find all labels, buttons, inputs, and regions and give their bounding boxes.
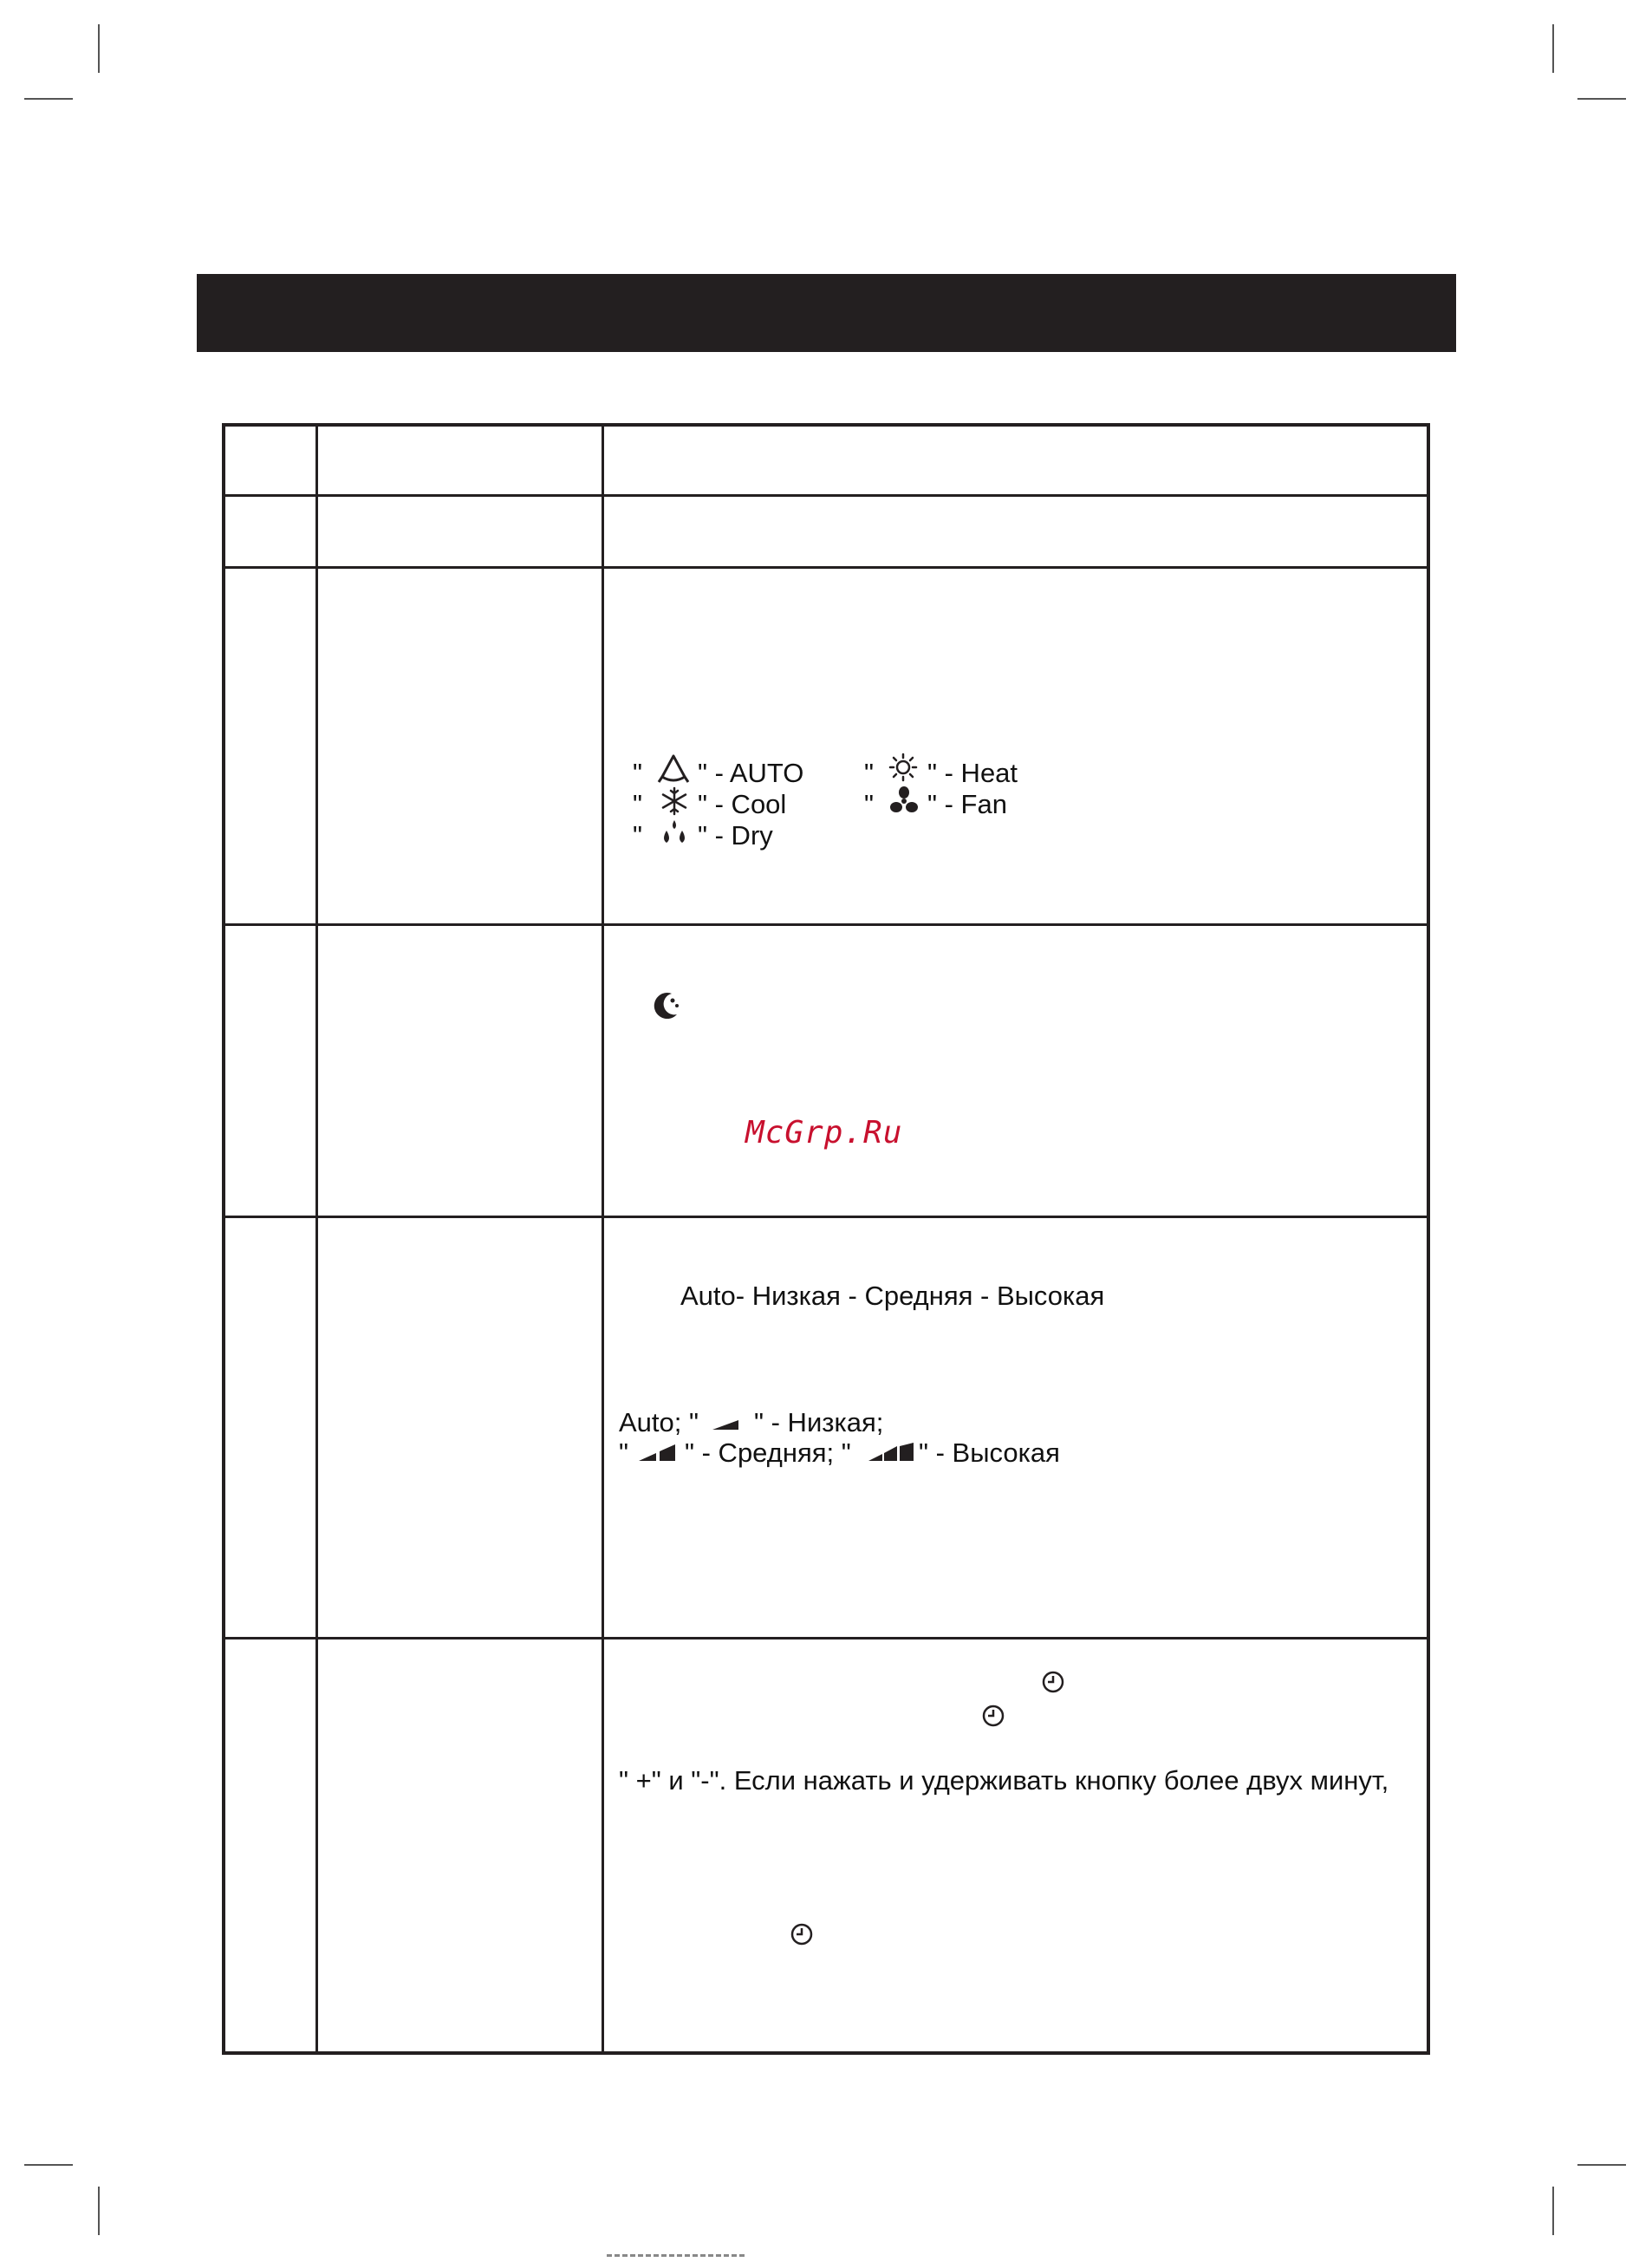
fan-speed-low-icon bbox=[711, 1413, 742, 1432]
table-column-divider bbox=[315, 427, 318, 2051]
table-column-divider bbox=[602, 427, 604, 2051]
sun-icon bbox=[888, 753, 918, 782]
printer-registration-strip bbox=[607, 2254, 745, 2257]
fan-mid-prefix: " bbox=[619, 1437, 629, 1468]
fan-speed-sequence: Auto- Низкая - Средняя - Высокая bbox=[680, 1281, 1105, 1311]
cool-mode-label: " - Cool bbox=[698, 789, 787, 819]
dry-mode-label: " - Dry bbox=[698, 820, 773, 851]
table-row-divider bbox=[225, 1216, 1427, 1218]
snowflake-icon bbox=[659, 786, 690, 817]
water-drops-icon bbox=[659, 818, 690, 850]
table-row-divider bbox=[225, 566, 1427, 569]
crop-mark bbox=[1577, 2164, 1626, 2166]
fan-icon bbox=[888, 786, 920, 817]
fan-low-suffix: " - Низкая; bbox=[754, 1407, 884, 1437]
heat-mode-open: " bbox=[864, 758, 875, 788]
fan-speed-high-icon bbox=[867, 1441, 917, 1463]
crop-mark bbox=[1577, 98, 1626, 100]
header-bar bbox=[197, 274, 1456, 352]
fan-low-prefix: Auto; " bbox=[619, 1407, 699, 1437]
table-row-divider bbox=[225, 923, 1427, 926]
fan-speed-medium-icon bbox=[637, 1441, 679, 1463]
auto-mode-open: " bbox=[633, 758, 643, 788]
fan-mid-suffix: " - Средняя; " bbox=[685, 1437, 851, 1468]
crop-mark bbox=[1552, 2187, 1554, 2235]
table-row-divider bbox=[225, 1637, 1427, 1639]
fan-high-suffix: " - Высокая bbox=[919, 1437, 1060, 1468]
crop-mark bbox=[1552, 24, 1554, 73]
watermark: McGrp.Ru bbox=[745, 1115, 903, 1151]
heat-mode-label: " - Heat bbox=[927, 758, 1018, 788]
timer-clock-icon bbox=[789, 1921, 815, 1947]
table-row-divider bbox=[225, 494, 1427, 497]
fan-mode-open: " bbox=[864, 789, 875, 819]
function-table bbox=[222, 423, 1430, 2055]
fan-mode-label: " - Fan bbox=[927, 789, 1007, 819]
timer-hold-text: " +" и "-". Если нажать и удерживать кнопку более двух минут, bbox=[619, 1765, 1389, 1796]
crop-mark bbox=[98, 24, 100, 73]
crop-mark bbox=[24, 98, 73, 100]
cool-mode-open: " bbox=[633, 789, 643, 819]
sleep-moon-icon bbox=[647, 988, 684, 1025]
timer-clock-icon bbox=[1040, 1669, 1066, 1695]
crop-mark bbox=[98, 2187, 100, 2235]
crop-mark bbox=[24, 2164, 73, 2166]
dry-mode-open: " bbox=[633, 820, 643, 851]
auto-mode-icon bbox=[656, 753, 691, 787]
auto-mode-label: " - AUTO bbox=[698, 758, 804, 788]
timer-clock-icon bbox=[980, 1703, 1006, 1729]
